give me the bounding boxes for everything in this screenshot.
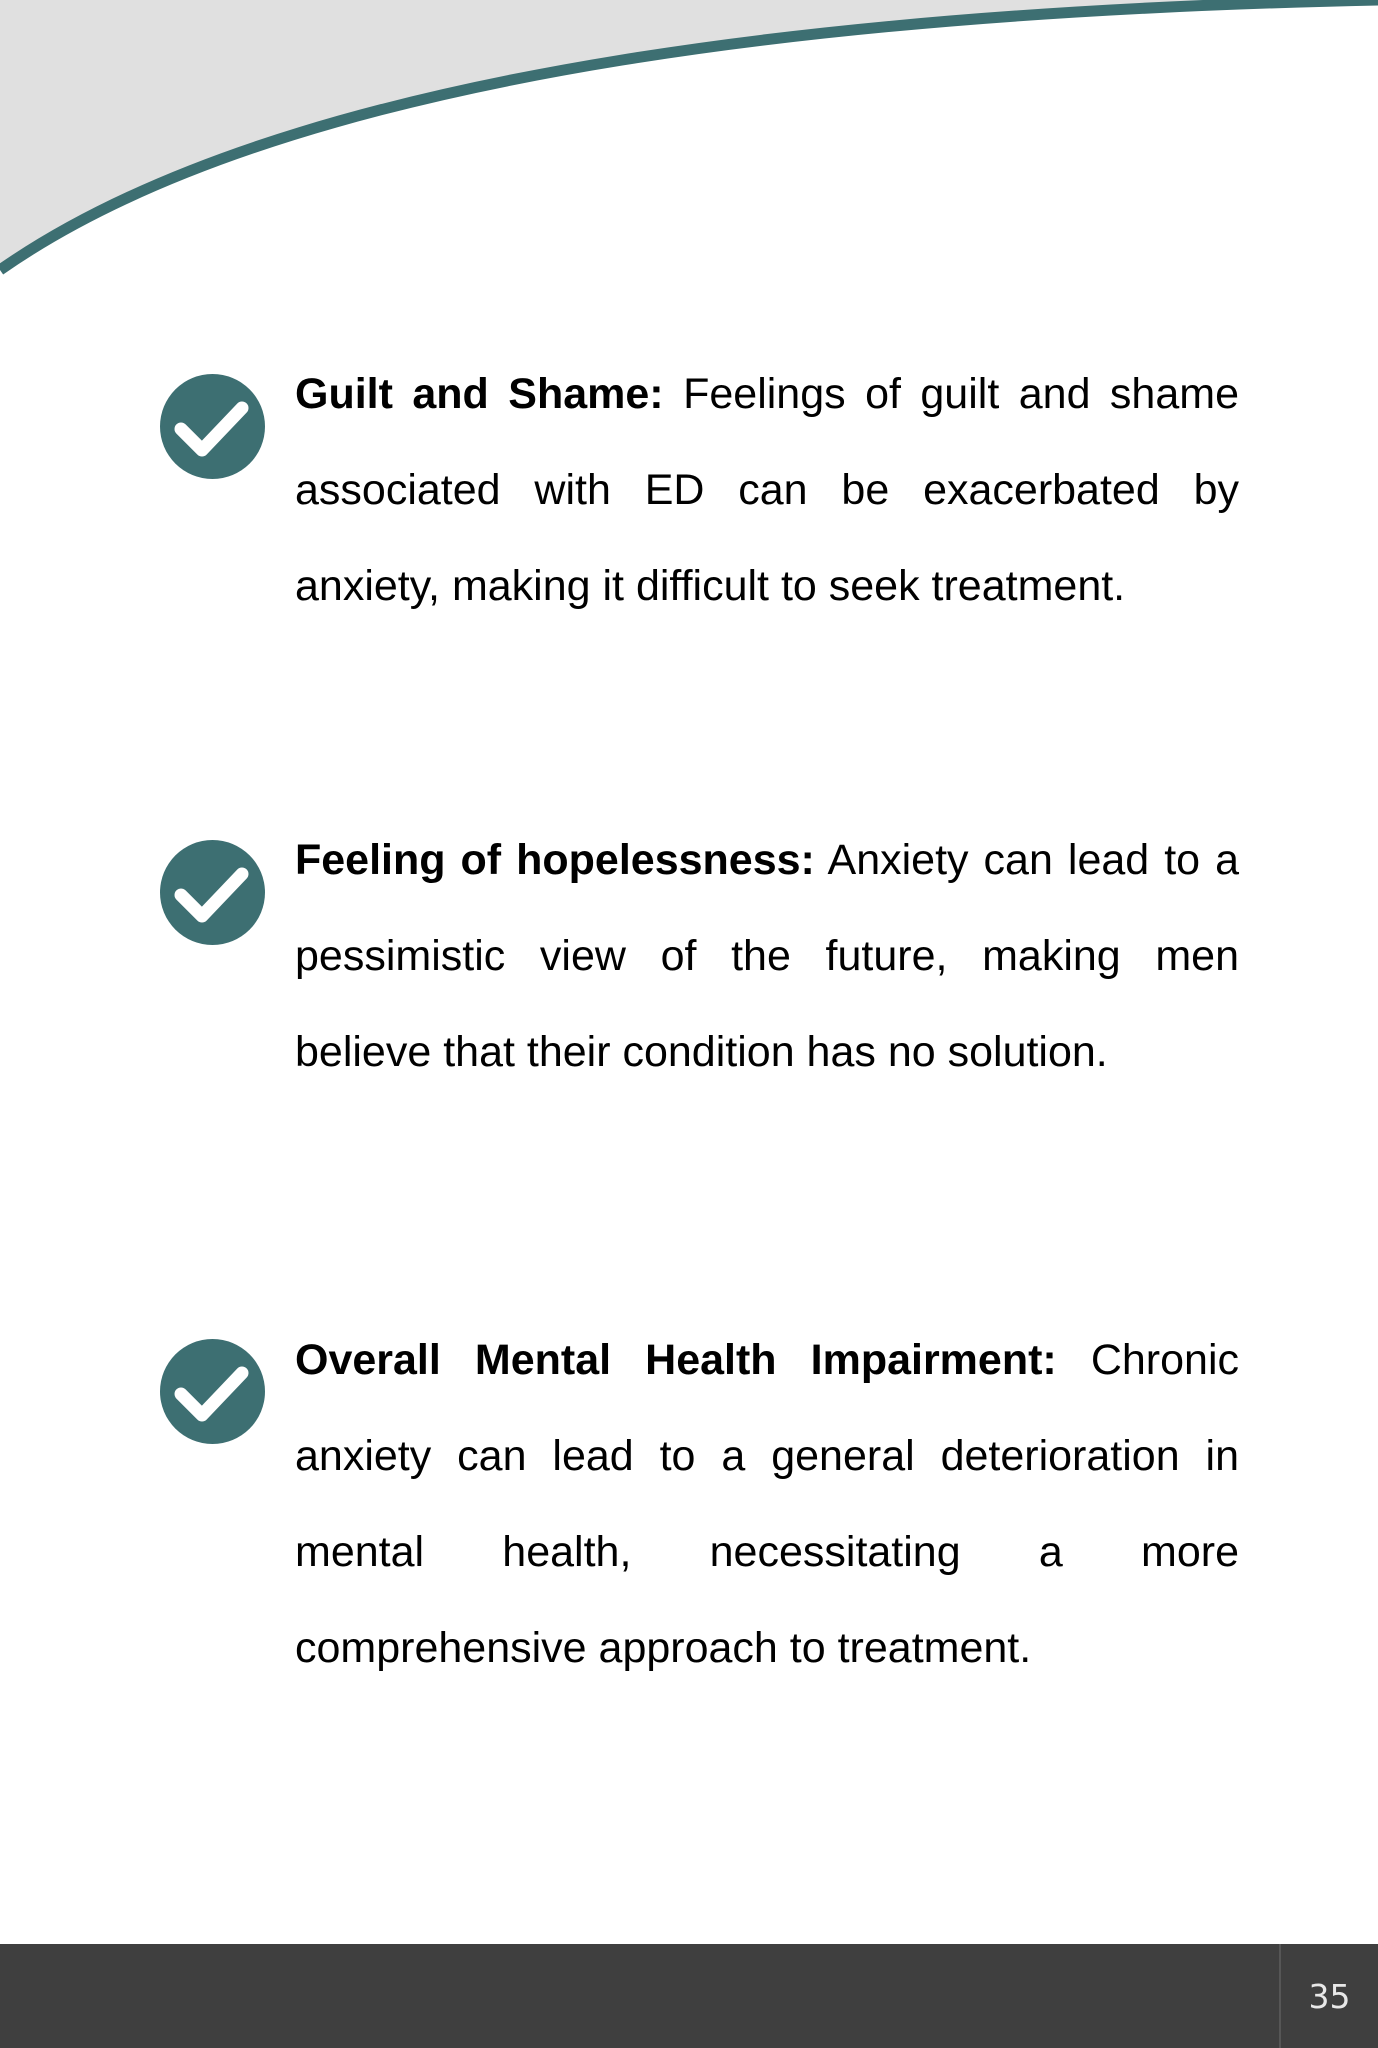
list-item-text — [295, 812, 1239, 1100]
header-swoosh-decoration — [0, 0, 1378, 300]
checkmark-circle-icon — [160, 840, 265, 945]
list-item-text — [295, 1312, 1239, 1696]
page-number: 35 — [1279, 1944, 1378, 2048]
list-item-text — [295, 346, 1239, 634]
list-item-title: Feeling of hopelessness: — [295, 836, 815, 884]
checkmark-circle-icon — [160, 1339, 265, 1444]
checkmark-circle-icon — [160, 374, 265, 479]
list-item-title: Guilt and Shame: — [295, 370, 664, 418]
list-item-body: Anxiety can lead to a pessimistic view of the future, making men believe that their condition has no solution. — [295, 836, 1240, 1076]
list-item-title: Overall Mental Health Impairment: — [295, 1336, 1057, 1384]
list-item-body: Chronic anxiety can lead to a general deterioration in mental health, necessitating a more comprehensive approach to treatment. — [295, 1336, 1239, 1672]
footer-bar — [0, 1944, 1378, 2048]
list-item-body: Feelings of guilt and shame associated with ED can be exacerbated by anxiety, making it difficult to seek treatment. — [295, 370, 1239, 610]
